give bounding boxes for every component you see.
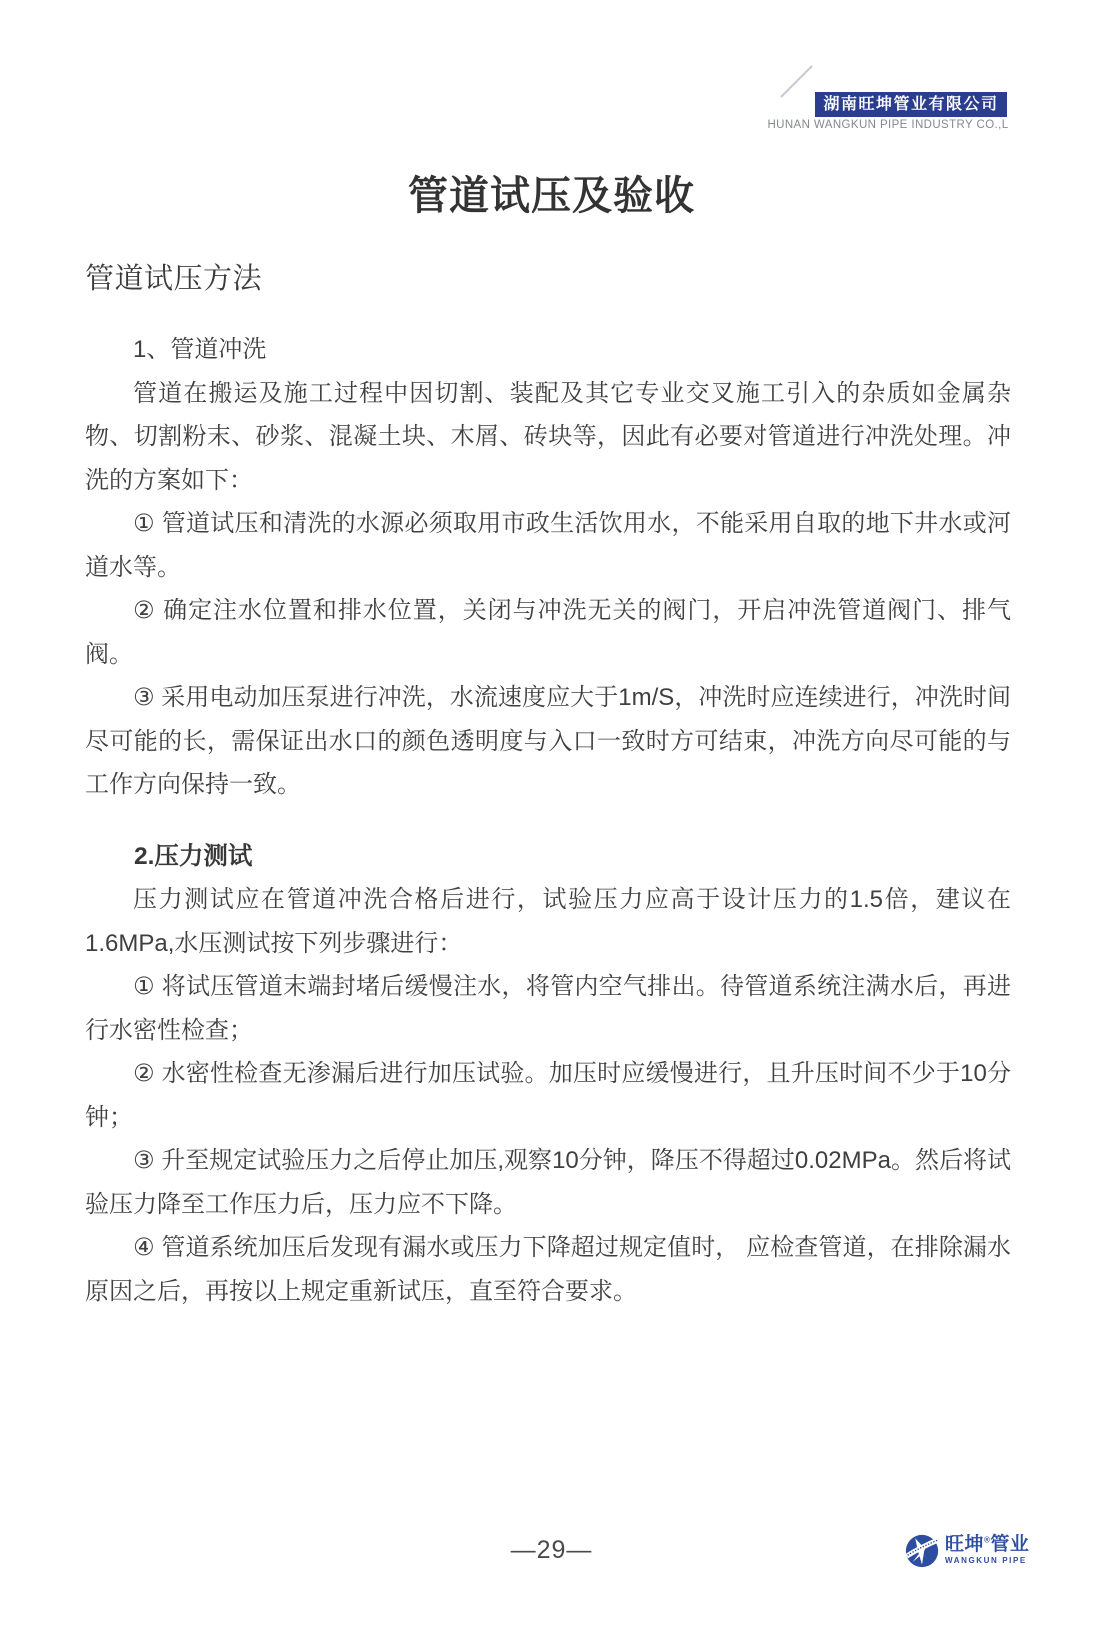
header-diagonal-line <box>780 65 813 98</box>
page-number: —29— <box>510 1536 593 1564</box>
paragraph-pressure-step-1: ① 将试压管道末端封堵后缓慢注水，将管内空气排出。待管道系统注满水后，再进行水密性检查； <box>85 973 1011 1044</box>
paragraph-flushing-intro: 管道在搬运及施工过程中因切割、装配及其它专业交叉施工引入的杂质如金属杂物、切割粉末、砂浆、混凝土块、木屑、砖块等，因此有必要对管道进行冲洗处理。冲洗的方案如下： <box>85 379 1011 494</box>
company-name-badge: 湖南旺坤管业有限公司 <box>815 92 1007 117</box>
paragraph-pressure-step-3: ③ 升至规定试验压力之后停止加压,观察10分钟，降压不得超过0.02MPa。然后将试验压力降至工作压力后，压力应不下降。 <box>85 1147 1011 1218</box>
footer-logo <box>905 1534 1029 1568</box>
paragraph-flushing-step-2: ② 确定注水位置和排水位置，关闭与冲洗无关的阀门，开启冲洗管道阀门、排气阀。 <box>85 597 1011 668</box>
company-name-english: HUNAN WANGKUN PIPE INDUSTRY CO.,L <box>767 119 1009 131</box>
paragraph-pressure-intro: 压力测试应在管道冲洗合格后进行，试验压力应高于设计压力的1.5倍，建议在1.6MPa,水压测试按下列步骤进行： <box>85 886 1011 957</box>
subsection-heading-pressure-test: 2.压力测试 <box>134 842 253 870</box>
paragraph-pressure-step-2: ② 水密性检查无渗漏后进行加压试验。加压时应缓慢进行，且升压时间不少于10分钟； <box>85 1060 1011 1131</box>
paragraph-flushing-step-1: ① 管道试压和清洗的水源必须取用市政生活饮用水，不能采用自取的地下井水或河道水等。 <box>85 510 1011 581</box>
wangkun-globe-emblem-icon <box>905 1534 939 1568</box>
subsection-heading-pipe-flushing: 1、管道冲洗 <box>133 336 267 363</box>
paragraph-pressure-step-4: ④ 管道系统加压后发现有漏水或压力下降超过规定值时， 应检查管道，在排除漏水原因之后，再按以上规定重新试压，直至符合要求。 <box>85 1234 1011 1305</box>
footer-logo-chinese <box>945 1534 1029 1555</box>
section-heading: 管道试压方法 <box>85 263 263 295</box>
registered-trademark-icon: ® <box>984 1535 991 1545</box>
footer-logo-cn-left: 旺坤 <box>945 1534 985 1555</box>
document-body <box>85 328 1011 1313</box>
footer-logo-english: WANGKUN PIPE <box>945 1556 1027 1565</box>
footer-logo-text <box>945 1534 1029 1565</box>
paragraph-flushing-step-3: ③ 采用电动加压泵进行冲洗，水流速度应大于1m/S，冲洗时应连续进行，冲洗时间尽可能的长，需保证出水口的颜色透明度与入口一致时方可结束，冲洗方向尽可能的与工作方向保持一致。 <box>85 684 1011 798</box>
page-title: 管道试压及验收 <box>408 174 695 218</box>
footer-logo-cn-right: 管业 <box>990 1534 1030 1555</box>
